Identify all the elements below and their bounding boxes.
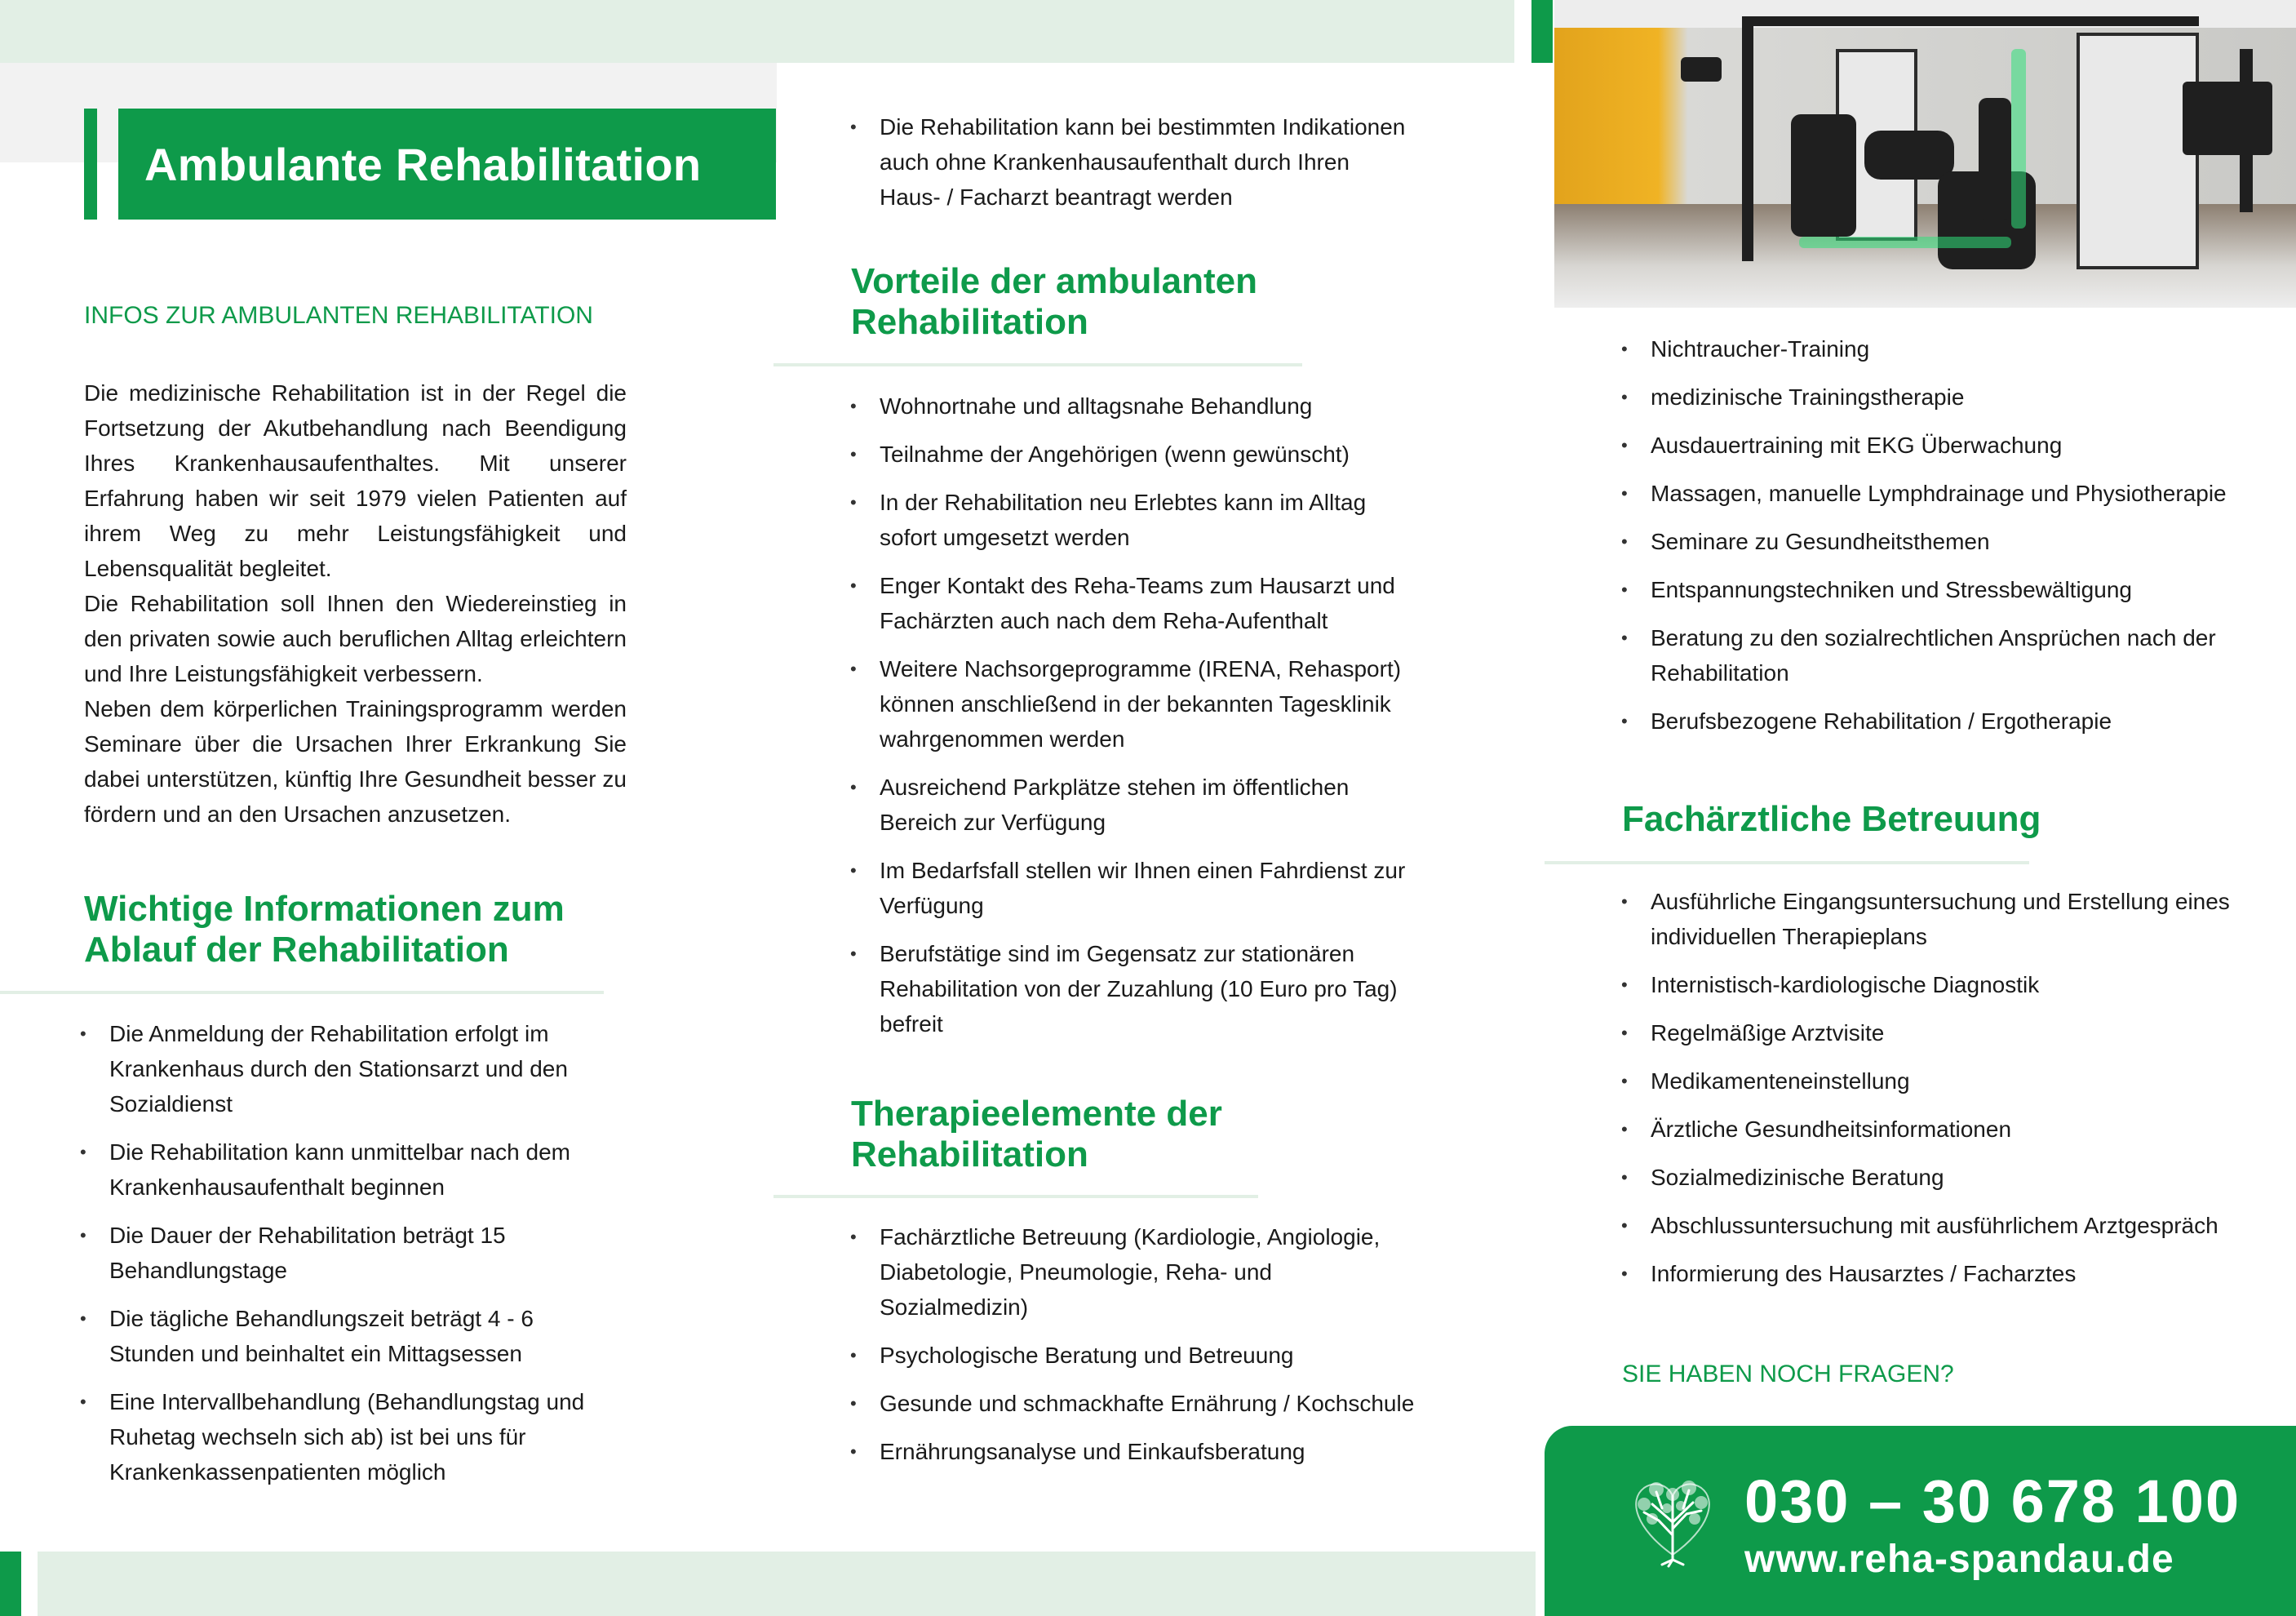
list-item: • Abschlussuntersuchung mit ausführlichem Arztgespräch — [1620, 1208, 2240, 1243]
list-item: • Beratung zu den sozialrechtlichen Ansprüchen nach der Rehabilitation — [1620, 620, 2240, 690]
intro-text — [84, 375, 627, 832]
machine-frame — [1742, 16, 2199, 26]
list-item: • Entspannungstechniken und Stressbewältigung — [1620, 572, 2240, 607]
heading-advantages: Vorteile der ambulanten Rehabilitation — [851, 261, 1257, 342]
website-link[interactable]: www.reha-spandau.de — [1744, 1538, 2174, 1581]
list-item: • Regelmäßige Arztvisite — [1620, 1015, 2240, 1050]
list-item: • Internistisch-kardiologische Diagnostik — [1620, 967, 2240, 1002]
phone-number[interactable]: 030 – 30 678 100 — [1744, 1467, 2241, 1535]
list-item: • Im Bedarfsfall stellen wir Ihnen einen Fahrdienst zur Verfügung — [849, 853, 1420, 923]
heading-divider — [1545, 861, 2029, 864]
list-item: • Berufstätige sind im Gegensatz zur stationären Rehabilitation von der Zuzahlung (10 Euro pro Tag) befreit — [849, 936, 1420, 1041]
therapy-list-continued — [1620, 331, 2240, 752]
list-item: • Die Dauer der Rehabilitation beträgt 15 Behandlungstage — [78, 1218, 617, 1288]
list-item: • Ärztliche Gesundheitsinformationen — [1620, 1112, 2240, 1147]
machine-panel — [2077, 33, 2199, 269]
important-info-list — [78, 1016, 617, 1503]
list-item: • Psychologische Beratung und Betreuung — [849, 1338, 1420, 1373]
medical-care-list — [1620, 884, 2240, 1304]
machine-glow — [1799, 237, 2011, 248]
list-item: • Gesunde und schmackhafte Ernährung / Kochschule — [849, 1386, 1420, 1421]
bottom-band — [38, 1552, 1536, 1616]
heading-important-info: Wichtige Informationen zum Ablauf der Rehabilitation — [84, 889, 565, 970]
heading-medical-care: Fachärztliche Betreuung — [1622, 799, 2041, 839]
list-item: • Informierung des Hausarztes / Facharztes — [1620, 1256, 2240, 1291]
list-item: • Ausdauertraining mit EKG Überwachung — [1620, 428, 2240, 463]
intro-paragraph: Die medizinische Rehabilitation ist in der Regel die Fortsetzung der Akutbehandlung nach Beendigung Ihres Krankenhausaufenthaltes. Mit unserer Erfahrung haben wir seit 1979 vielen Patienten auf ihrem Weg zu mehr Leistungsfähigkeit und Lebensqualität begleitet. — [84, 380, 627, 581]
machine-seat — [1864, 131, 1954, 180]
info-kicker: INFOS ZUR AMBULANTEN REHABILITATION — [84, 302, 593, 329]
advantages-list — [849, 388, 1420, 1054]
list-item: • Ausführliche Eingangsuntersuchung und Erstellung eines individuellen Therapieplans — [1620, 884, 2240, 954]
machine-seat — [1979, 98, 2011, 220]
list-item: • Teilnahme der Angehörigen (wenn gewünscht) — [849, 437, 1420, 472]
list-item: • Die Rehabilitation kann bei bestimmten Indikationen auch ohne Krankenhausaufenthalt durch Ihren Haus- / Facharzt beantragt werden — [849, 109, 1412, 215]
machine-frame — [2240, 49, 2253, 212]
top-band — [0, 0, 1514, 63]
list-item: • Nichtraucher-Training — [1620, 331, 2240, 366]
machine-screen — [2183, 82, 2272, 155]
list-item: • Seminare zu Gesundheitsthemen — [1620, 524, 2240, 559]
list-item: • Weitere Nachsorgeprogramme (IRENA, Rehasport) können anschließend in der bekannten Tagesklinik wahrgenommen werden — [849, 651, 1420, 757]
heading-therapy: Therapieelemente der Rehabilitation — [851, 1094, 1222, 1174]
bottom-left-accent — [0, 1552, 21, 1616]
machine-screen — [1681, 57, 1722, 82]
list-item: • medizinische Trainingstherapie — [1620, 380, 2240, 415]
machine-frame — [1742, 16, 1753, 261]
therapy-list — [849, 1219, 1420, 1482]
heart-tree-icon — [1620, 1463, 1726, 1569]
list-item: • Berufsbezogene Rehabilitation / Ergotherapie — [1620, 704, 2240, 739]
gym-photo — [1554, 0, 2296, 308]
page-title: Ambulante Rehabilitation — [118, 109, 776, 220]
list-item: • Sozialmedizinische Beratung — [1620, 1160, 2240, 1195]
list-item: • Die Rehabilitation kann unmittelbar nach dem Krankenhausaufenthalt beginnen — [78, 1134, 617, 1205]
heading-divider — [773, 1195, 1258, 1198]
top-right-accent — [1531, 0, 1553, 63]
list-item: • Ausreichend Parkplätze stehen im öffentlichen Bereich zur Verfügung — [849, 770, 1420, 840]
referral-list — [849, 109, 1412, 228]
questions-kicker: SIE HABEN NOCH FRAGEN? — [1622, 1361, 1954, 1387]
intro-paragraph: Die Rehabilitation soll Ihnen den Wiedereinstieg in den privaten sowie auch beruflichen Alltag erleichtern und Ihre Leistungsfähigkeit verbessern. — [84, 591, 627, 686]
list-item: • Enger Kontakt des Reha-Teams zum Hausarzt und Fachärzten auch nach dem Reha-Aufenthalt — [849, 568, 1420, 638]
machine-seat — [1791, 114, 1856, 237]
list-item: • Die Anmeldung der Rehabilitation erfolgt im Krankenhaus durch den Stationsarzt und den Sozialdienst — [78, 1016, 617, 1121]
list-item: • In der Rehabilitation neu Erlebtes kann im Alltag sofort umgesetzt werden — [849, 485, 1420, 555]
heading-divider — [0, 991, 604, 994]
list-item: • Massagen, manuelle Lymphdrainage und Physiotherapie — [1620, 476, 2240, 511]
list-item: • Die tägliche Behandlungszeit beträgt 4 - 6 Stunden und beinhaltet ein Mittagsessen — [78, 1301, 617, 1371]
list-item: • Wohnortnahe und alltagsnahe Behandlung — [849, 388, 1420, 424]
intro-paragraph: Neben dem körperlichen Trainingsprogramm werden Seminare über die Ursachen Ihrer Erkrankung Sie dabei unterstützen, künftig Ihre Gesundheit besser zu fördern und an den Ursachen anzusetzen. — [84, 696, 627, 827]
contact-box — [1545, 1426, 2296, 1616]
list-item: • Fachärztliche Betreuung (Kardiologie, Angiologie, Diabetologie, Pneumologie, Reha- und Sozialmedizin) — [849, 1219, 1420, 1325]
list-item: • Ernährungsanalyse und Einkaufsberatung — [849, 1434, 1420, 1469]
heading-divider — [773, 363, 1302, 366]
machine-glow — [2011, 49, 2026, 229]
list-item: • Medikamenteneinstellung — [1620, 1063, 2240, 1099]
title-accent-bar — [84, 109, 97, 220]
list-item: • Eine Intervallbehandlung (Behandlungstag und Ruhetag wechseln sich ab) ist bei uns für Krankenkassenpatienten möglich — [78, 1384, 617, 1489]
